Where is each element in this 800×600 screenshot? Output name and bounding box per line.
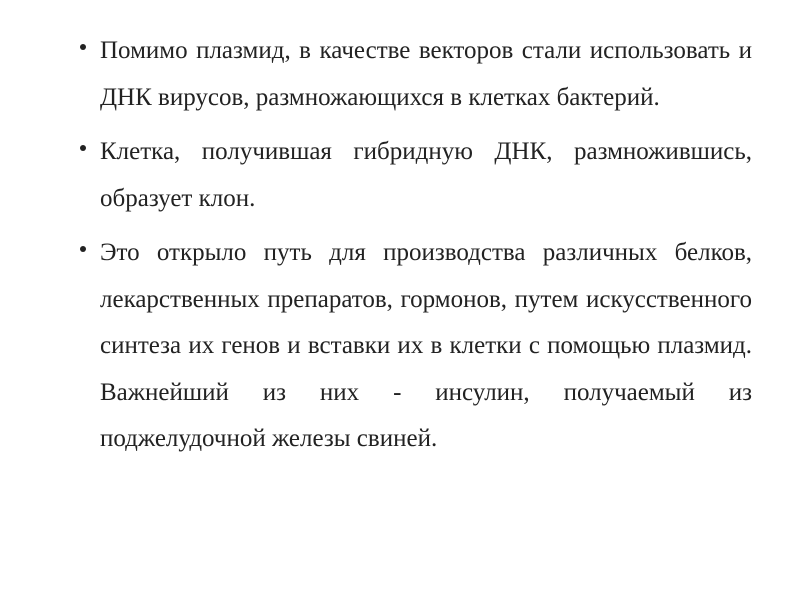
bullet-list <box>80 28 752 471</box>
bullet-item <box>80 129 752 222</box>
bullet-text: Помимо плазмид, в качестве векторов стали использовать и ДНК вирусов, размножающихся в клетках бактерий. <box>100 37 752 111</box>
bullet-item <box>80 28 752 121</box>
bullet-text: Клетка, получившая гибридную ДНК, размножившись, образует клон. <box>100 138 752 212</box>
bullet-icon <box>80 145 86 151</box>
bullet-icon <box>80 44 86 50</box>
bullet-text: Это открыло путь для производства различных белков, лекарственных препаратов, гормонов, путем искусственного синтеза их генов и вставки их в клетки с помощью плазмид. Важнейший из них - инсулин, получаемый из поджелудочной железы свиней. <box>100 239 752 452</box>
bullet-icon <box>80 246 86 252</box>
bullet-item <box>80 230 752 463</box>
